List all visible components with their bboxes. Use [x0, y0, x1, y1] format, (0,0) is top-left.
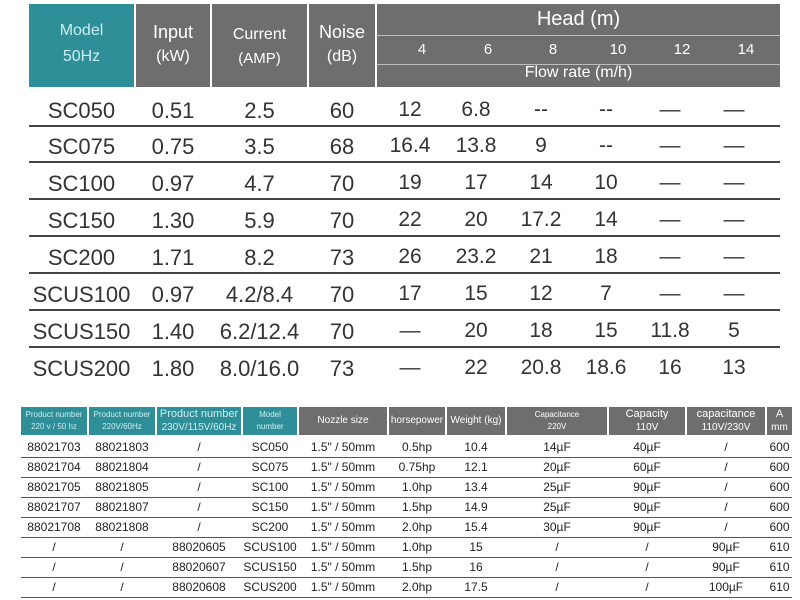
- flow-rate-cell: --: [534, 98, 548, 121]
- header-line: horsepower: [390, 415, 444, 426]
- noise-header: [309, 4, 375, 87]
- pn-220-50-cell: 88021703: [27, 440, 81, 454]
- head-title: Head (m): [536, 8, 621, 30]
- spec-row: [21, 517, 792, 538]
- head-header: [377, 4, 780, 87]
- model-number-header: [243, 407, 297, 435]
- current-cell: 2.5: [244, 98, 275, 123]
- header-line: Product number: [25, 410, 83, 419]
- hp-cell: 0.75hp: [398, 460, 436, 474]
- performance-row: [29, 239, 780, 275]
- flow-rate-cell: 15: [594, 319, 618, 342]
- pn-230-cell: /: [197, 480, 201, 494]
- spec-row: [21, 557, 792, 578]
- head-value: 10: [609, 41, 627, 58]
- flow-rate-cell: --: [599, 98, 613, 121]
- flow-rate-cell: —: [659, 98, 681, 121]
- noise-header-label: Noise: [318, 22, 366, 42]
- weight-cell: 13.4: [464, 480, 488, 494]
- noise-cell: 70: [329, 319, 355, 344]
- header-line: 110V: [635, 422, 659, 433]
- performance-row: [29, 276, 780, 312]
- row-divider: [29, 346, 780, 348]
- row-divider: [29, 235, 780, 237]
- input-header: [136, 4, 210, 87]
- a-mm-cell: 610: [769, 540, 790, 554]
- hp-cell: 1.5hp: [401, 500, 433, 514]
- weight-cell: 10.4: [464, 440, 488, 454]
- pn-220-60-header: [89, 407, 155, 435]
- model-cell: SCUS200: [32, 356, 131, 381]
- input-cell: 0.97: [151, 282, 195, 307]
- hp-cell: 1.0hp: [401, 540, 433, 554]
- input-cell: 1.40: [151, 319, 195, 344]
- flow-rate-cell: —: [723, 134, 745, 157]
- flow-rate-cell: 14: [529, 171, 553, 194]
- a-mm-cell: 600: [769, 460, 790, 474]
- cap-110-header: [609, 407, 685, 435]
- spec-row: [21, 497, 792, 518]
- cap-dual-cell: /: [724, 440, 728, 454]
- flow-rate-cell: 13: [722, 356, 746, 379]
- cap-dual-cell: 100µF: [708, 580, 744, 594]
- cap-dual-cell: /: [724, 460, 728, 474]
- cap-220-cell: 25µF: [543, 500, 571, 514]
- nozzle-cell: 1.5" / 50mm: [310, 580, 376, 594]
- pn-230-cell: /: [197, 520, 201, 534]
- pn-220-50-cell: 88021704: [27, 460, 81, 474]
- input-cell: 0.51: [151, 98, 195, 123]
- noise-cell: 70: [329, 208, 355, 233]
- flow-rate-cell: 26: [398, 245, 422, 268]
- flow-rate-cell: 20: [464, 208, 488, 231]
- a-mm-cell: 600: [769, 480, 790, 494]
- cap-110-cell: 90µF: [633, 520, 661, 534]
- model-number-cell: SC075: [251, 460, 289, 474]
- model-cell: SC150: [47, 208, 116, 233]
- nozzle-header: [299, 407, 387, 435]
- pn-220-60-cell: 88021803: [95, 440, 149, 454]
- weight-cell: 17.5: [464, 580, 488, 594]
- noise-cell: 73: [329, 356, 355, 381]
- model-number-cell: SCUS150: [243, 560, 297, 574]
- hp-cell: 2.0hp: [401, 580, 433, 594]
- header-line: Product number: [93, 410, 151, 419]
- cap-dual-cell: /: [724, 500, 728, 514]
- header-line: A: [775, 408, 784, 420]
- weight-cell: 15.4: [464, 520, 488, 534]
- cap-220-cell: /: [555, 560, 559, 574]
- input-cell: 0.75: [151, 134, 195, 159]
- input-cell: 1.30: [151, 208, 195, 233]
- performance-row: [29, 128, 780, 164]
- model-number-cell: SCUS200: [243, 580, 297, 594]
- a-mm-cell: 600: [769, 440, 790, 454]
- cap-110-cell: /: [645, 540, 649, 554]
- cap-220-cell: 25µF: [543, 480, 571, 494]
- hp-cell: 1.0hp: [401, 480, 433, 494]
- model-number-cell: SC100: [251, 480, 289, 494]
- row-divider: [29, 198, 780, 200]
- input-header-unit: (kW): [156, 48, 190, 65]
- a-mm-cell: 600: [769, 500, 790, 514]
- header-line: 230V/115V/60Hz: [161, 422, 237, 433]
- model-cell: SC200: [47, 245, 116, 270]
- pn-220-50-cell: 88021708: [27, 520, 81, 534]
- noise-header-unit: (dB): [326, 48, 358, 65]
- flow-rate-cell: 22: [464, 356, 488, 379]
- header-line: Capacitance: [534, 410, 580, 419]
- flow-rate-cell: --: [599, 134, 613, 157]
- model-cell: SC100: [47, 171, 116, 196]
- current-header: [212, 4, 307, 87]
- model-number-cell: SC200: [251, 520, 289, 534]
- header-line: mm: [771, 422, 788, 433]
- performance-row: [29, 313, 780, 349]
- input-header-label: Input: [152, 22, 194, 42]
- header-line: Weight (kg): [450, 415, 502, 426]
- flow-rate-cell: 18: [529, 319, 553, 342]
- a-mm-cell: 610: [769, 560, 790, 574]
- weight-cell: 16: [469, 560, 483, 574]
- performance-row: [29, 202, 780, 238]
- cap-220-cell: 30µF: [543, 520, 571, 534]
- model-number-cell: SC150: [251, 500, 289, 514]
- flow-rate-cell: 16.4: [389, 134, 431, 157]
- flow-rate-cell: —: [723, 208, 745, 231]
- pn-220-50-cell: /: [52, 580, 56, 594]
- flow-rate-cell: —: [659, 245, 681, 268]
- cap-dual-cell: 90µF: [712, 560, 740, 574]
- flow-rate-cell: —: [659, 282, 681, 305]
- hp-cell: 0.5hp: [401, 440, 433, 454]
- hp-header: [389, 407, 445, 435]
- cap-dual-header: [687, 407, 765, 435]
- header-line: capacitance: [696, 408, 756, 420]
- head-value: 4: [417, 41, 427, 58]
- weight-header: [447, 407, 505, 435]
- flow-rate-cell: —: [659, 208, 681, 231]
- cap-110-cell: 60µF: [633, 460, 661, 474]
- a-mm-cell: 610: [769, 580, 790, 594]
- current-cell: 4.2/8.4: [225, 282, 294, 307]
- flow-rate-cell: —: [723, 245, 745, 268]
- head-value: 12: [673, 41, 691, 58]
- head-value: 6: [483, 41, 493, 58]
- pn-230-cell: /: [197, 460, 201, 474]
- current-cell: 3.5: [244, 134, 275, 159]
- flow-rate-cell: 13.8: [455, 134, 497, 157]
- model-header: [29, 4, 134, 87]
- head-value: 14: [737, 41, 755, 58]
- flow-rate-cell: —: [659, 171, 681, 194]
- nozzle-cell: 1.5" / 50mm: [310, 540, 376, 554]
- flow-rate-cell: 22: [398, 208, 422, 231]
- row-divider: [29, 272, 780, 274]
- noise-cell: 60: [329, 98, 355, 123]
- header-line: 220 v / 50 hz: [31, 422, 77, 431]
- head-values: [377, 35, 780, 65]
- cap-dual-cell: /: [724, 480, 728, 494]
- flow-rate-cell: 17: [398, 282, 422, 305]
- flow-rate-cell: 12: [529, 282, 553, 305]
- pn-230-cell: /: [197, 500, 201, 514]
- cap-110-cell: /: [645, 560, 649, 574]
- header-line: Capacity: [625, 408, 669, 420]
- spec-row: [21, 457, 792, 478]
- pn-220-60-cell: 88021805: [95, 480, 149, 494]
- pn-230-cell: 88020605: [172, 540, 226, 554]
- nozzle-cell: 1.5" / 50mm: [310, 520, 376, 534]
- flow-rate-cell: 16: [658, 356, 682, 379]
- noise-cell: 68: [329, 134, 355, 159]
- head-value: 8: [548, 41, 558, 58]
- cap-110-cell: /: [645, 580, 649, 594]
- pn-220-50-cell: 88021707: [27, 500, 81, 514]
- cap-110-cell: 90µF: [633, 480, 661, 494]
- nozzle-cell: 1.5" / 50mm: [310, 560, 376, 574]
- performance-row: [29, 92, 780, 128]
- current-cell: 6.2/12.4: [219, 319, 300, 344]
- weight-cell: 12.1: [464, 460, 488, 474]
- flow-rate-cell: 18.6: [585, 356, 627, 379]
- header-line: 220V: [547, 422, 567, 431]
- flow-rate-cell: 23.2: [455, 245, 497, 268]
- noise-cell: 70: [329, 282, 355, 307]
- model-cell: SCUS100: [32, 282, 131, 307]
- weight-cell: 14.9: [464, 500, 488, 514]
- flow-rate-cell: 7: [600, 282, 612, 305]
- pn-220-60-cell: 88021804: [95, 460, 149, 474]
- flow-rate-cell: 18: [594, 245, 618, 268]
- header-line: Product number: [159, 408, 239, 420]
- flow-rate-cell: —: [399, 356, 421, 379]
- flow-rate-cell: 21: [529, 245, 553, 268]
- flow-rate-cell: 12: [398, 98, 422, 121]
- current-cell: 5.9: [244, 208, 275, 233]
- current-header-unit: (AMP): [238, 50, 281, 67]
- performance-table: [29, 4, 780, 380]
- model-number-cell: SCUS100: [243, 540, 297, 554]
- pn-230-cell: 88020607: [172, 560, 226, 574]
- cap-110-cell: 40µF: [633, 440, 661, 454]
- flow-rate-cell: 15: [464, 282, 488, 305]
- nozzle-cell: 1.5" / 50mm: [310, 440, 376, 454]
- noise-cell: 73: [329, 245, 355, 270]
- model-cell: SC050: [47, 98, 116, 123]
- input-cell: 1.80: [151, 356, 195, 381]
- pn-220-50-cell: /: [52, 560, 56, 574]
- pn-220-60-cell: /: [120, 540, 124, 554]
- flow-rate-cell: —: [659, 134, 681, 157]
- cap-220-cell: /: [555, 580, 559, 594]
- pn-220-50-header: [21, 407, 87, 435]
- flow-rate-cell: 14: [594, 208, 618, 231]
- spec-row: [21, 477, 792, 498]
- flow-rate-cell: 20: [464, 319, 488, 342]
- header-line: number: [256, 422, 284, 431]
- input-cell: 1.71: [151, 245, 195, 270]
- cap-dual-cell: 90µF: [712, 540, 740, 554]
- flow-rate-cell: 5: [728, 319, 740, 342]
- pn-230-cell: /: [197, 440, 201, 454]
- cap-220-header: [507, 407, 607, 435]
- nozzle-cell: 1.5" / 50mm: [310, 480, 376, 494]
- flow-rate-cell: —: [723, 98, 745, 121]
- performance-row: [29, 165, 780, 201]
- nozzle-cell: 1.5" / 50mm: [310, 500, 376, 514]
- flow-rate-cell: 6.8: [461, 98, 491, 121]
- cap-dual-cell: /: [724, 520, 728, 534]
- pn-220-50-cell: /: [52, 540, 56, 554]
- a-mm-cell: 600: [769, 520, 790, 534]
- row-divider: [29, 125, 780, 127]
- flow-rate-cell: 17.2: [520, 208, 562, 231]
- current-cell: 8.0/16.0: [219, 356, 300, 381]
- spec-row: [21, 537, 792, 558]
- header-line: Nozzle size: [317, 415, 369, 426]
- flow-rate-cell: —: [723, 171, 745, 194]
- spec-row: [21, 437, 792, 458]
- header-line: 220V/60Hz: [102, 422, 142, 431]
- hp-cell: 1.5hp: [401, 560, 433, 574]
- row-divider: [29, 309, 780, 311]
- cap-220-cell: /: [555, 540, 559, 554]
- flow-rate-cell: 10: [594, 171, 618, 194]
- model-number-cell: SC050: [251, 440, 289, 454]
- flow-rate-cell: —: [399, 319, 421, 342]
- pn-220-60-cell: 88021808: [95, 520, 149, 534]
- pn-230-header: [157, 407, 241, 435]
- pn-220-50-cell: 88021705: [27, 480, 81, 494]
- model-header-label: Model: [59, 22, 104, 39]
- flow-rate-title: Flow rate (m/h): [524, 64, 633, 81]
- spec-row: [21, 577, 792, 598]
- cap-110-cell: 90µF: [633, 500, 661, 514]
- pn-220-60-cell: /: [120, 580, 124, 594]
- flow-rate-cell: 19: [398, 171, 422, 194]
- flow-rate-cell: —: [723, 282, 745, 305]
- input-cell: 0.97: [151, 171, 195, 196]
- current-header-label: Current: [232, 26, 287, 43]
- flow-rate-cell: 11.8: [650, 319, 690, 342]
- pn-220-60-cell: 88021807: [95, 500, 149, 514]
- performance-row: [29, 350, 780, 386]
- nozzle-cell: 1.5" / 50mm: [310, 460, 376, 474]
- spec-table: [21, 407, 792, 597]
- noise-cell: 70: [329, 171, 355, 196]
- flow-rate-cell: 20.8: [520, 356, 562, 379]
- weight-cell: 15: [469, 540, 483, 554]
- row-divider: [29, 161, 780, 163]
- a-mm-header: [767, 407, 792, 435]
- header-line: 110V/230V: [701, 422, 751, 433]
- model-cell: SCUS150: [32, 319, 131, 344]
- model-header-sub: 50Hz: [62, 48, 101, 65]
- header-line: Model: [259, 410, 281, 419]
- hp-cell: 2.0hp: [401, 520, 433, 534]
- current-cell: 8.2: [244, 245, 275, 270]
- cap-220-cell: 14µF: [543, 440, 571, 454]
- flow-rate-cell: 9: [535, 134, 547, 157]
- pn-230-cell: 88020608: [172, 580, 226, 594]
- cap-220-cell: 20µF: [543, 460, 571, 474]
- flow-rate-cell: 17: [464, 171, 488, 194]
- pn-220-60-cell: /: [120, 560, 124, 574]
- current-cell: 4.7: [244, 171, 275, 196]
- model-cell: SC075: [47, 134, 116, 159]
